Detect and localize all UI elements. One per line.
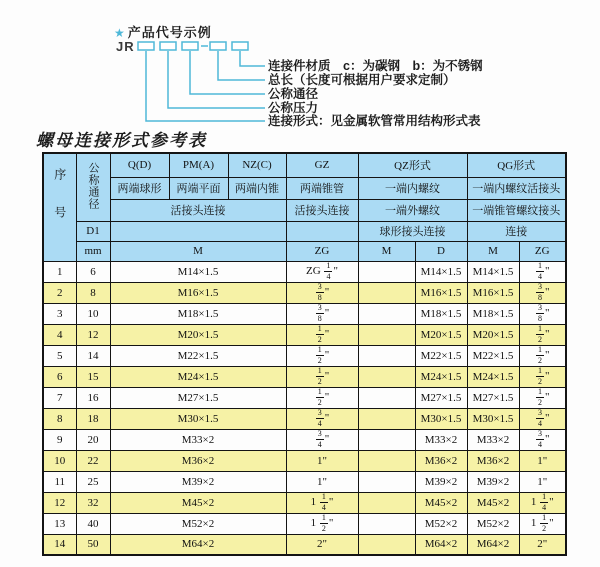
cell-dn: 14 xyxy=(76,345,110,366)
header-qz-row4: 球形接头连接 xyxy=(358,221,467,241)
cell-qz-m xyxy=(358,534,415,555)
cell-qz-m xyxy=(358,492,415,513)
cell-dn: 18 xyxy=(76,408,110,429)
cell-dn: 20 xyxy=(76,429,110,450)
cell-qg-m: M20×1.5 xyxy=(467,324,519,345)
header-nzc-ends: 两端内锥 xyxy=(228,177,286,199)
header-gz-conn: 活接头连接 xyxy=(286,199,358,221)
cell-qz-m xyxy=(358,366,415,387)
cell-qg-m: M24×1.5 xyxy=(467,366,519,387)
cell-qg-m: M33×2 xyxy=(467,429,519,450)
table-header xyxy=(43,153,566,261)
table-row xyxy=(43,282,566,303)
table-row xyxy=(43,450,566,471)
table-row xyxy=(43,429,566,450)
cell-qg-zg: $\frac{1}{2}$ " xyxy=(519,387,566,408)
cell-qg-zg: 1 $\frac{1}{2}$ " xyxy=(519,513,566,534)
cell-qz-d: M39×2 xyxy=(415,471,467,492)
table-row xyxy=(43,366,566,387)
header-gz-ends: 两端锥管 xyxy=(286,177,358,199)
cell-qg-zg: $\frac{1}{2}$ " xyxy=(519,324,566,345)
table-row xyxy=(43,303,566,324)
table-title: 螺母连接形式参考表 xyxy=(36,131,207,151)
cell-qg-zg: $\frac{1}{2}$ " xyxy=(519,366,566,387)
cell-seq: 10 xyxy=(43,450,76,471)
cell-m: M33×2 xyxy=(110,429,286,450)
cell-seq: 12 xyxy=(43,492,76,513)
cell-qz-m xyxy=(358,450,415,471)
table-row xyxy=(43,513,566,534)
cell-qg-zg: $\frac{1}{4}$ " xyxy=(519,261,566,282)
header-nzc-code: NZ(C) xyxy=(228,153,286,177)
cell-m: M52×2 xyxy=(110,513,286,534)
cell-qz-d: M33×2 xyxy=(415,429,467,450)
cell-qz-d: M45×2 xyxy=(415,492,467,513)
label-nominal-diameter: 公称通径 xyxy=(268,87,319,101)
header-d1: D1 xyxy=(76,221,110,241)
header-qg-row3: 一端锥管螺纹接头 xyxy=(467,199,566,221)
cell-gz: $\frac{3}{4}$ " xyxy=(286,429,358,450)
cell-seq: 4 xyxy=(43,324,76,345)
cell-qg-m: M16×1.5 xyxy=(467,282,519,303)
table-row xyxy=(43,492,566,513)
label-connection-form: 连接形式：见金属软管常用结构形式表 xyxy=(268,114,481,128)
table-row xyxy=(43,534,566,555)
cell-dn: 40 xyxy=(76,513,110,534)
cell-qg-zg: $\frac{1}{2}$ " xyxy=(519,345,566,366)
cell-m: M45×2 xyxy=(110,492,286,513)
header-empty-qpn xyxy=(110,221,286,241)
label-material: 连接件材质 c：为碳钢 b：为不锈钢 xyxy=(268,59,483,73)
cell-gz: $\frac{3}{8}$ " xyxy=(286,282,358,303)
header-qz-u2: D xyxy=(415,241,467,261)
cell-qg-m: M18×1.5 xyxy=(467,303,519,324)
cell-dn: 25 xyxy=(76,471,110,492)
code-boxes xyxy=(138,42,248,50)
cell-qg-m: M36×2 xyxy=(467,450,519,471)
cell-m: M30×1.5 xyxy=(110,408,286,429)
cell-qz-m xyxy=(358,429,415,450)
cell-seq: 5 xyxy=(43,345,76,366)
cell-qz-d: M14×1.5 xyxy=(415,261,467,282)
header-qz-u1: M xyxy=(358,241,415,261)
cell-gz: $\frac{3}{8}$ " xyxy=(286,303,358,324)
cell-qg-m: M64×2 xyxy=(467,534,519,555)
header-qz-row3: 一端外螺纹 xyxy=(358,199,467,221)
header-mm: mm xyxy=(76,241,110,261)
cell-qz-d: M20×1.5 xyxy=(415,324,467,345)
cell-seq: 2 xyxy=(43,282,76,303)
cell-dn: 8 xyxy=(76,282,110,303)
cell-m: M22×1.5 xyxy=(110,345,286,366)
cell-m: M16×1.5 xyxy=(110,282,286,303)
cell-m: M14×1.5 xyxy=(110,261,286,282)
cell-gz: 1" xyxy=(286,471,358,492)
cell-seq: 13 xyxy=(43,513,76,534)
cell-qz-m xyxy=(358,261,415,282)
cell-gz: $\frac{1}{2}$ " xyxy=(286,324,358,345)
cell-qz-d: M36×2 xyxy=(415,450,467,471)
table-row xyxy=(43,471,566,492)
header-empty-gz xyxy=(286,221,358,241)
cell-qz-d: M52×2 xyxy=(415,513,467,534)
header-qg-u2: ZG xyxy=(519,241,566,261)
cell-gz: $\frac{1}{2}$ " xyxy=(286,387,358,408)
table-row xyxy=(43,387,566,408)
header-qpn-unit: M xyxy=(110,241,286,261)
cell-m: M36×2 xyxy=(110,450,286,471)
cell-gz: 1 $\frac{1}{4}$ " xyxy=(286,492,358,513)
cell-m: M39×2 xyxy=(110,471,286,492)
cell-qz-m xyxy=(358,282,415,303)
table-row xyxy=(43,408,566,429)
cell-qg-m: M22×1.5 xyxy=(467,345,519,366)
cell-qg-zg: $\frac{3}{8}$ " xyxy=(519,303,566,324)
cell-qz-d: M16×1.5 xyxy=(415,282,467,303)
header-gz-unit: ZG xyxy=(286,241,358,261)
cell-dn: 22 xyxy=(76,450,110,471)
cell-qg-zg: 2" xyxy=(519,534,566,555)
cell-qg-m: M27×1.5 xyxy=(467,387,519,408)
cell-gz: $\frac{3}{4}$ " xyxy=(286,408,358,429)
table-body xyxy=(43,261,566,555)
cell-gz: $\frac{1}{2}$ " xyxy=(286,345,358,366)
header-seq: 序号 xyxy=(43,153,76,261)
table-row xyxy=(43,261,566,282)
cell-gz: 1 $\frac{1}{2}$ " xyxy=(286,513,358,534)
cell-qz-d: M22×1.5 xyxy=(415,345,467,366)
header-gz-code: GZ xyxy=(286,153,358,177)
label-nominal-pressure: 公称压力 xyxy=(268,101,319,115)
cell-dn: 10 xyxy=(76,303,110,324)
cell-qz-m xyxy=(358,471,415,492)
cell-qg-zg: 1" xyxy=(519,471,566,492)
cell-gz: 1" xyxy=(286,450,358,471)
cell-qg-zg: 1 $\frac{1}{4}$ " xyxy=(519,492,566,513)
cell-m: M24×1.5 xyxy=(110,366,286,387)
cell-dn: 50 xyxy=(76,534,110,555)
cell-qg-m: M30×1.5 xyxy=(467,408,519,429)
cell-dn: 12 xyxy=(76,324,110,345)
header-pma-code: PM(A) xyxy=(169,153,228,177)
cell-seq: 8 xyxy=(43,408,76,429)
header-qz-title: QZ形式 xyxy=(358,153,467,177)
cell-qz-d: M24×1.5 xyxy=(415,366,467,387)
cell-qg-m: M45×2 xyxy=(467,492,519,513)
cell-seq: 7 xyxy=(43,387,76,408)
cell-qg-zg: $\frac{3}{4}$ " xyxy=(519,429,566,450)
cell-gz: ZG $\frac{1}{4}$ " xyxy=(286,261,358,282)
header-qd-ends: 两端球形 xyxy=(110,177,169,199)
cell-m: M20×1.5 xyxy=(110,324,286,345)
code-prefix: JR xyxy=(116,39,135,54)
cell-qz-d: M30×1.5 xyxy=(415,408,467,429)
header-pma-ends: 两端平面 xyxy=(169,177,228,199)
cell-dn: 15 xyxy=(76,366,110,387)
cell-seq: 9 xyxy=(43,429,76,450)
cell-m: M64×2 xyxy=(110,534,286,555)
cell-gz: $\frac{1}{2}$ " xyxy=(286,366,358,387)
cell-qz-d: M64×2 xyxy=(415,534,467,555)
cell-qz-m xyxy=(358,387,415,408)
cell-qg-m: M52×2 xyxy=(467,513,519,534)
cell-m: M27×1.5 xyxy=(110,387,286,408)
nut-connection-table xyxy=(42,152,567,556)
header-qpn-conn: 活接头连接 xyxy=(110,199,286,221)
cell-seq: 6 xyxy=(43,366,76,387)
header-qg-title: QG形式 xyxy=(467,153,566,177)
cell-qg-m: M39×2 xyxy=(467,471,519,492)
header-qd-code: Q(D) xyxy=(110,153,169,177)
table-row xyxy=(43,324,566,345)
cell-qz-d: M27×1.5 xyxy=(415,387,467,408)
cell-seq: 3 xyxy=(43,303,76,324)
cell-qg-zg: $\frac{3}{8}$ " xyxy=(519,282,566,303)
cell-dn: 32 xyxy=(76,492,110,513)
cell-qg-m: M14×1.5 xyxy=(467,261,519,282)
cell-m: M18×1.5 xyxy=(110,303,286,324)
header-qg-row2: 一端内螺纹活接头 xyxy=(467,177,566,199)
star-icon: ★ xyxy=(114,26,126,40)
cell-seq: 11 xyxy=(43,471,76,492)
header-qg-row4: 连接 xyxy=(467,221,566,241)
cell-qz-m xyxy=(358,408,415,429)
cell-qz-m xyxy=(358,324,415,345)
diagram-heading-text: 产品代号示例 xyxy=(127,25,212,40)
cell-dn: 6 xyxy=(76,261,110,282)
cell-qz-m xyxy=(358,513,415,534)
label-total-length: 总长（长度可根据用户要求定制） xyxy=(268,73,456,87)
header-qz-row2: 一端内螺纹 xyxy=(358,177,467,199)
cell-qz-d: M18×1.5 xyxy=(415,303,467,324)
cell-qz-m xyxy=(358,345,415,366)
header-qg-u1: M xyxy=(467,241,519,261)
cell-qg-zg: $\frac{3}{4}$ " xyxy=(519,408,566,429)
cell-dn: 16 xyxy=(76,387,110,408)
cell-qz-m xyxy=(358,303,415,324)
cell-seq: 14 xyxy=(43,534,76,555)
header-dn: 公称通径 xyxy=(76,153,110,221)
cell-seq: 1 xyxy=(43,261,76,282)
table-row xyxy=(43,345,566,366)
cell-gz: 2" xyxy=(286,534,358,555)
connector-lines xyxy=(146,51,265,121)
cell-qg-zg: 1" xyxy=(519,450,566,471)
